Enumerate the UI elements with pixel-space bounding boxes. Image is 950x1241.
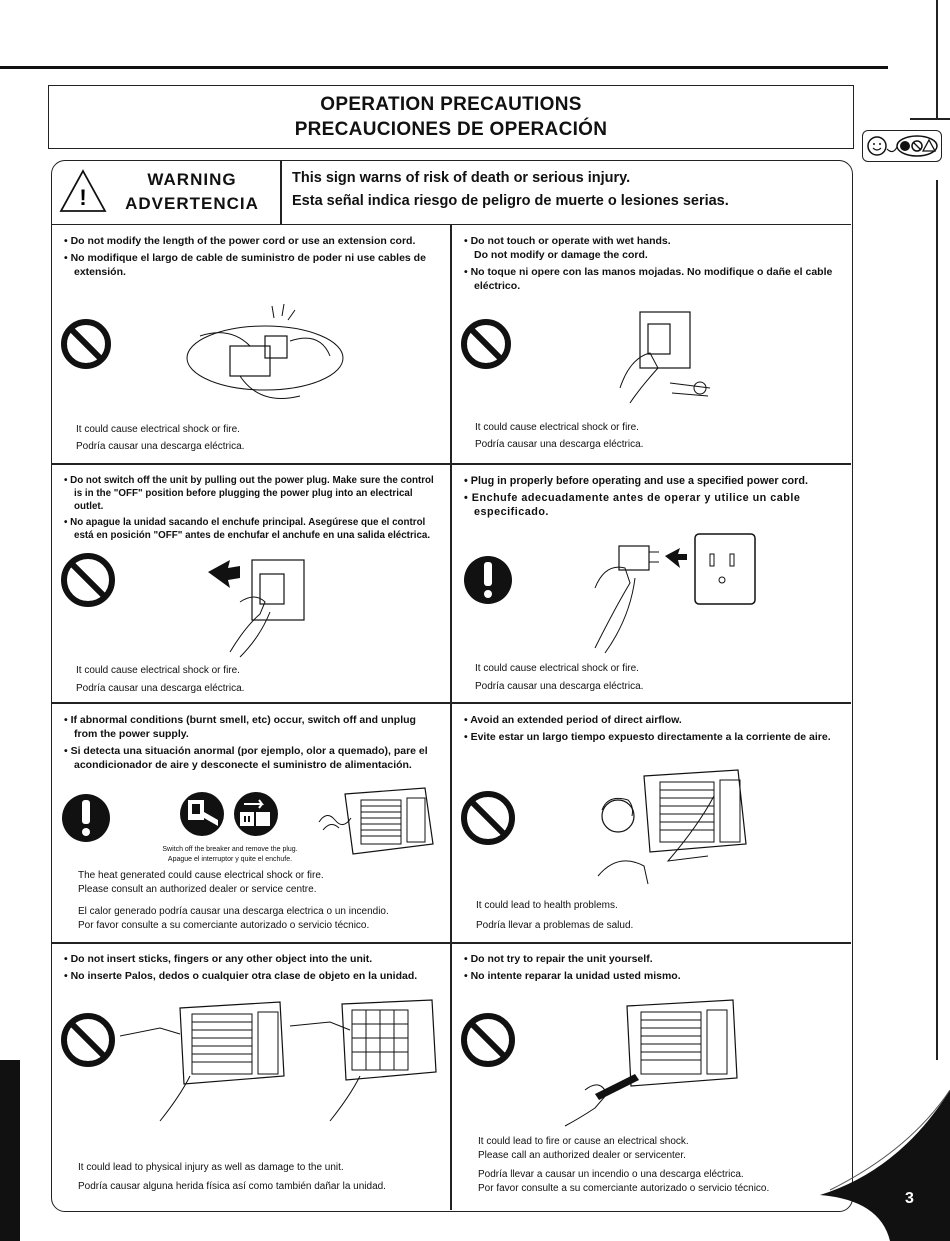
header-rule [0,66,888,69]
tab-edge [910,118,950,120]
bullet-es: • Evite estar un largo tiempo expuesto directamente a la corriente de aire. [460,730,845,744]
caption-es: Podría causar una descarga eléctrica. [475,439,644,450]
small-instruction-es: Apague el interruptor y quite el enchufe. [167,856,293,863]
caption-es: Podría causar una descarga eléctrica. [76,441,245,452]
bullet-en: • If abnormal conditions (burnt smell, etc) occur, switch off and unplug from the power supply. [60,713,442,741]
precaution-cell-7 [60,952,442,986]
precaution-cell-3 [60,474,442,545]
grid-divider [450,224,452,1210]
title-spanish: PRECAUCIONES DE OPERACIÓN [294,119,608,140]
plug-in-illustration [575,528,775,658]
page-curl-decoration [800,1090,950,1241]
caption-en: The heat generated could cause electrical shock or fire. [78,870,324,881]
mandatory-icon [462,552,514,608]
repair-screwdriver-illustration [555,998,745,1128]
caption-en: It could cause electrical shock or fire. [475,422,639,433]
precaution-cell-5 [60,713,442,775]
bullet-es: • Enchufe adecuadamente antes de operar y utilice un cable especificado. [460,491,845,519]
caption-en: Please consult an authorized dealer or service centre. [78,884,317,895]
caption-es: El calor generado podría causar una descarga electrica o un incendio. [78,906,389,917]
caption-en: It could cause electrical shock or fire. [475,663,639,674]
bullet-en: • Do not modify the length of the power cord or use an extension cord. [60,234,440,248]
bullet-es: • No modifique el largo de cable de suministro de poder ni use cables de extensión. [60,251,440,279]
bullet-en: • Do not try to repair the unit yourself. [460,952,845,966]
svg-text:!: ! [79,185,87,210]
bullet-es: • No inserte Palos, dedos o cualquier otra clase de objeto en la unidad. [60,969,442,983]
caption-en: It could lead to fire or cause an electrical shock. [478,1136,689,1147]
bullet-es: • No toque ni opere con las manos mojadas. No modifique o dañe el cable eléctrico. [460,265,845,293]
wet-hands-outlet-illustration [600,308,720,418]
prohibited-icon [60,552,116,608]
unplug-illustration [200,552,320,662]
title-box [48,85,854,149]
prohibited-icon [460,1012,516,1068]
caption-es: Por favor consulte a su comerciante autorizado o servicio técnico. [478,1183,770,1194]
precaution-cell-8 [460,952,845,986]
caption-en: It could lead to health problems. [476,900,618,911]
bullet-en: • Avoid an extended period of direct airflow. [460,713,845,727]
safety-symbols-icon [863,131,941,161]
insert-objects-illustration [120,996,440,1126]
precaution-cell-2 [460,234,845,296]
caption-es: Por favor consulte a su comerciante autorizado o servicio técnico. [78,920,370,931]
precaution-cell-6 [460,713,845,747]
caption-es: Podría llevar a causar un incendio o una descarga eléctrica. [478,1169,744,1180]
prohibited-icon [60,318,112,370]
caption-es: Podría causar alguna herida física así como también dañar la unidad. [78,1181,386,1192]
bullet-es: • No intente reparar la unidad usted mismo. [460,969,845,983]
caption-es: Podría llevar a problemas de salud. [476,920,634,931]
warning-triangle-icon [58,168,108,214]
precaution-cell-4 [460,474,845,522]
air-conditioner-smell-illustration [315,784,437,858]
remove-plug-icon [232,790,280,838]
breaker-icon [178,790,226,838]
bullet-en: • Do not insert sticks, fingers or any other object into the unit. [60,952,442,966]
precaution-cell-1 [60,234,440,282]
caption-en: It could lead to physical injury as well as damage to the unit. [78,1162,344,1173]
warning-text-en: This sign warns of risk of death or serious injury. [292,170,631,186]
tab-edge [936,0,938,120]
title-english: OPERATION PRECAUTIONS [320,94,582,115]
binding-edge [0,1060,20,1241]
extension-cord-illustration [180,296,350,416]
caption-es: Podría causar una descarga eléctrica. [76,683,245,694]
bullet-es: • Si detecta una situación anormal (por ejemplo, olor a quemado), pare el acondicionador de aire y desconecte el suministro de alimentación. [60,744,442,772]
bullet-es: • No apague la unidad sacando el enchufe principal. Asegúrese que el control está en posición "OFF" antes de enchufar el anchufe en una salida eléctrica. [60,516,442,542]
bullet-en: • Do not touch or operate with wet hands. [460,234,845,248]
bullet-en-cont: Do not modify or damage the cord. [474,249,648,261]
warning-label-es: ADVERTENCIA [125,194,259,213]
warning-text-es: Esta señal indica riesgo de peligro de muerte o lesiones serias. [292,193,729,209]
caption-en: It could cause electrical shock or fire. [76,424,240,435]
caption-es: Podría causar una descarga eléctrica. [475,681,644,692]
caption-en: It could cause electrical shock or fire. [76,665,240,676]
mandatory-icon [60,790,112,846]
safety-symbols-tab [862,130,942,162]
bullet-en: • Plug in properly before operating and use a specified power cord. [460,474,845,488]
warning-separator [280,160,282,224]
tab-edge [936,180,938,1060]
warning-label-en: WARNING [147,170,237,189]
direct-airflow-illustration [588,766,758,896]
page-number: 3 [905,1190,914,1207]
prohibited-icon [460,790,516,846]
prohibited-icon [460,318,512,370]
small-instruction-en: Switch off the breaker and remove the plug. [162,846,298,853]
prohibited-icon [60,1012,116,1068]
caption-en: Please call an authorized dealer or servicenter. [478,1150,686,1161]
bullet-en: • Do not switch off the unit by pulling out the power plug. Make sure the control is in the "OFF" position before plugging the power plug into an electrical outlet. [60,474,442,513]
